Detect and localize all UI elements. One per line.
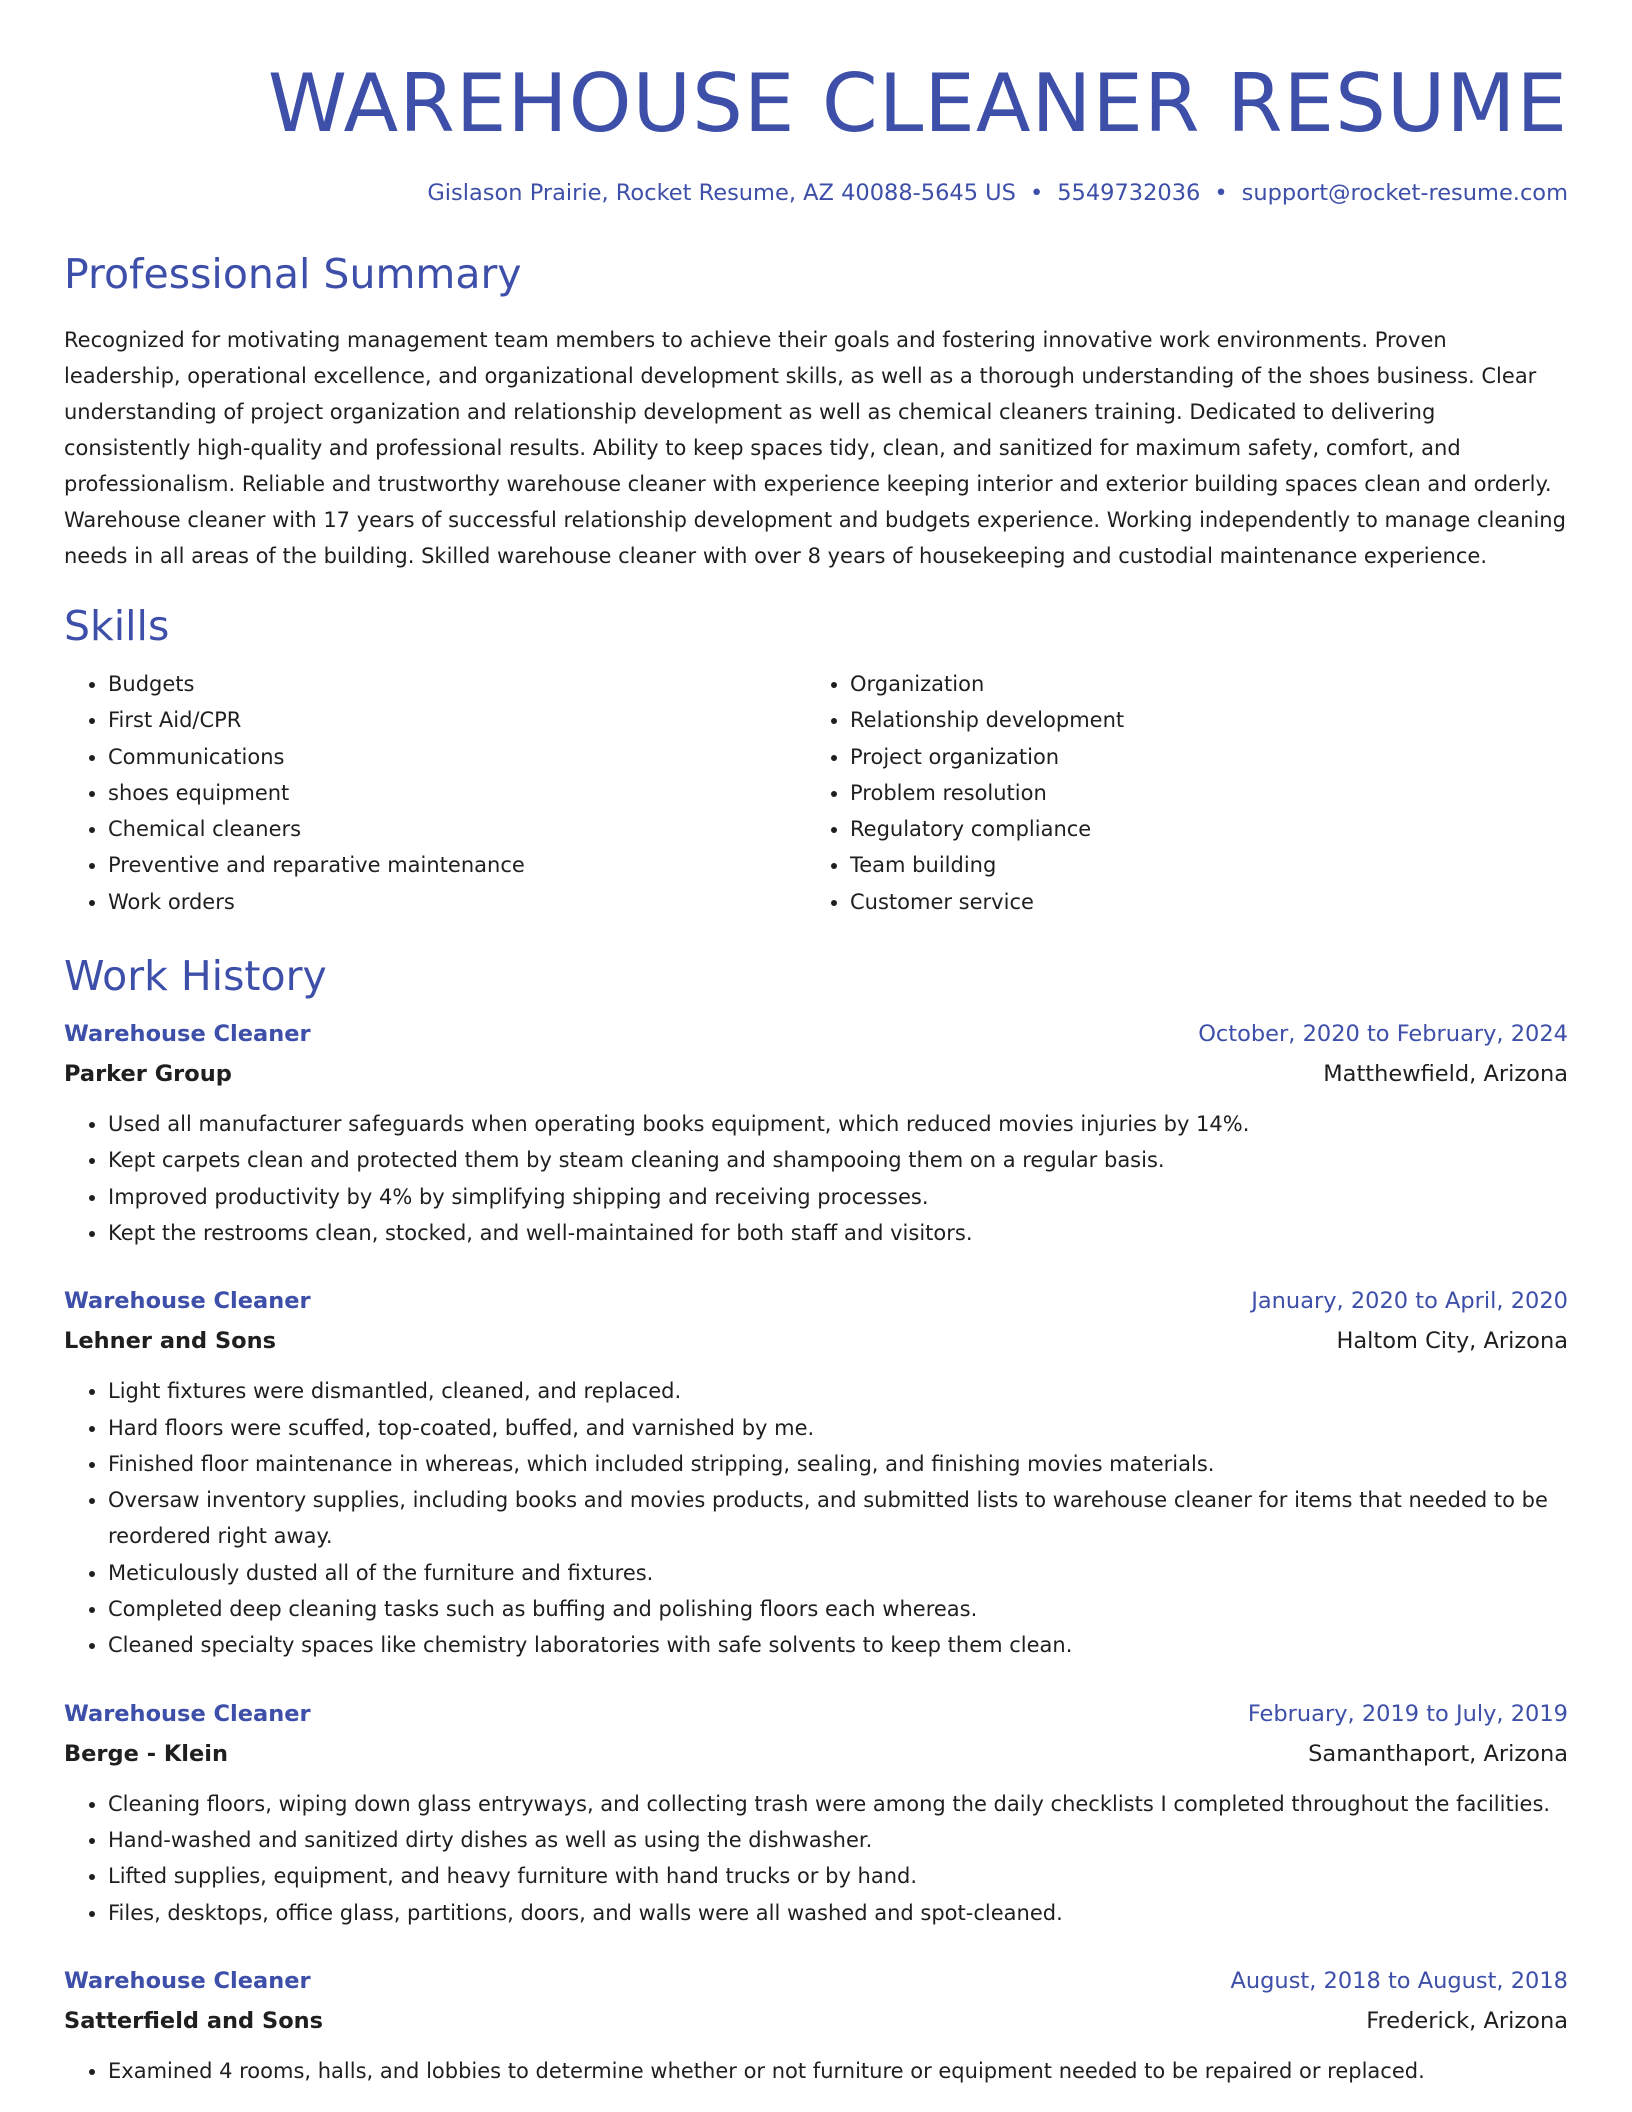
job-title: Warehouse Cleaner (64, 1288, 311, 1315)
skill-item: • Project organization (850, 739, 1548, 775)
skill-item: • Communications (108, 739, 806, 775)
job-bullets (64, 1373, 1568, 1663)
job-title: Warehouse Cleaner (64, 1021, 311, 1048)
job-bullet: • Kept carpets clean and protected them by steam cleaning and shampooing them on a regular basis. (108, 1142, 1568, 1178)
job-bullet: • Completed deep cleaning tasks such as buffing and polishing floors each whereas. (108, 1591, 1568, 1627)
job-dates: August, 2018 to August, 2018 (1230, 1967, 1568, 1994)
job-location: Matthewfield, Arizona (1323, 1061, 1568, 1088)
skill-item: • Chemical cleaners (108, 811, 806, 847)
job-bullet: • Lifted supplies, equipment, and heavy furniture with hand trucks or by hand. (108, 1858, 1568, 1894)
job-location: Samanthaport, Arizona (1308, 1740, 1568, 1767)
skills-column-left (64, 666, 806, 920)
job-dates: October, 2020 to February, 2024 (1198, 1021, 1568, 1048)
job-bullet: • Oversaw inventory supplies, including books and movies products, and submitted lists to warehouse cleaner for items that needed to be reordered right away. (108, 1482, 1568, 1555)
job-header-row (64, 1014, 1568, 1054)
job-company: Berge - Klein (64, 1740, 229, 1767)
job-company: Satterfield and Sons (64, 2007, 324, 2034)
job-bullets (64, 2053, 1568, 2089)
job-bullets (64, 1106, 1568, 1251)
job-bullet: • Light fixtures were dismantled, cleaned, and replaced. (108, 1373, 1568, 1409)
job-company: Parker Group (64, 1061, 232, 1088)
contact-separator: • (1214, 180, 1228, 206)
job-company-row (64, 1734, 1568, 1774)
skills-column-right (806, 666, 1548, 920)
job-title: Warehouse Cleaner (64, 1967, 311, 1994)
work-history-heading: Work History (64, 952, 327, 1001)
job-location: Frederick, Arizona (1366, 2007, 1568, 2034)
job-bullet: • Meticulously dusted all of the furniture and fixtures. (108, 1555, 1568, 1591)
job-bullet: • Finished floor maintenance in whereas, which included stripping, sealing, and finishing movies materials. (108, 1446, 1568, 1482)
job-bullet: • Hand-washed and sanitized dirty dishes as well as using the dishwasher. (108, 1822, 1568, 1858)
resume-page (64, 0, 1568, 2089)
summary-heading: Professional Summary (64, 250, 522, 298)
contact-address: Gislason Prairie, Rocket Resume, AZ 40088-5645 US (427, 180, 1016, 206)
job-dates: January, 2020 to April, 2020 (1251, 1288, 1568, 1315)
job-title: Warehouse Cleaner (64, 1700, 311, 1727)
skill-item: • Problem resolution (850, 775, 1548, 811)
job-entry (64, 1281, 1568, 1663)
job-bullet: • Examined 4 rooms, halls, and lobbies to determine whether or not furniture or equipment needed to be repaired or replaced. (108, 2053, 1568, 2089)
skills-list (64, 666, 1568, 920)
contact-phone: 5549732036 (1057, 180, 1201, 206)
job-company: Lehner and Sons (64, 1328, 277, 1355)
job-entry (64, 1961, 1568, 2089)
skill-item: • Customer service (850, 884, 1548, 920)
job-bullet: • Files, desktops, office glass, partitions, doors, and walls were all washed and spot-cleaned. (108, 1895, 1568, 1931)
skill-item: • Regulatory compliance (850, 811, 1548, 847)
skill-item: • Team building (850, 847, 1548, 883)
job-bullet: • Used all manufacturer safeguards when operating books equipment, which reduced movies injuries by 14%. (108, 1106, 1568, 1142)
job-bullet: • Kept the restrooms clean, stocked, and well-maintained for both staff and visitors. (108, 1215, 1568, 1251)
job-bullet: • Cleaned specialty spaces like chemistry laboratories with safe solvents to keep them clean. (108, 1627, 1568, 1663)
skill-item: • Organization (850, 666, 1548, 702)
job-bullet: • Improved productivity by 4% by simplifying shipping and receiving processes. (108, 1179, 1568, 1215)
skill-item: • Preventive and reparative maintenance (108, 847, 806, 883)
job-company-row (64, 1321, 1568, 1361)
skill-item: • Budgets (108, 666, 806, 702)
job-company-row (64, 2001, 1568, 2041)
job-location: Haltom City, Arizona (1336, 1328, 1568, 1355)
job-bullets (64, 1786, 1568, 1931)
job-bullet: • Hard floors were scuffed, top-coated, buffed, and varnished by me. (108, 1410, 1568, 1446)
job-header-row (64, 1694, 1568, 1734)
skill-item: • Relationship development (850, 702, 1548, 738)
contact-email[interactable]: support@rocket-resume.com (1241, 180, 1568, 206)
job-header-row (64, 1961, 1568, 2001)
resume-title: WAREHOUSE CLEANER RESUME (267, 57, 1568, 150)
job-entry (64, 1014, 1568, 1251)
job-company-row (64, 1054, 1568, 1094)
job-entry (64, 1694, 1568, 1931)
skill-item: • Work orders (108, 884, 806, 920)
job-header-row (64, 1281, 1568, 1321)
summary-text: Recognized for motivating management team members to achieve their goals and fostering innovative work environments. Proven leadership, operational excellence, and organizational development skills, as well as a thorough understanding of the shoes business. Clear understanding of project organization and relationship development as well as chemical cleaners training. Dedicated to delivering consistently high-quality and professional results. Ability to keep spaces tidy, clean, and sanitized for maximum safety, comfort, and professionalism. Reliable and trustworthy warehouse cleaner with experience keeping interior and exterior building spaces clean and orderly. Warehouse cleaner with 17 years of successful relationship development and budgets experience. Working independently to manage cleaning needs in all areas of the building. Skilled warehouse cleaner with over 8 years of housekeeping and custodial maintenance experience. (64, 328, 1566, 568)
skill-item: • shoes equipment (108, 775, 806, 811)
contact-separator: • (1029, 180, 1044, 206)
contact-line (64, 180, 1568, 206)
job-bullet: • Cleaning floors, wiping down glass entryways, and collecting trash were among the daily checklists I completed throughout the facilities. (108, 1786, 1568, 1822)
skill-item: • First Aid/CPR (108, 702, 806, 738)
job-dates: February, 2019 to July, 2019 (1247, 1700, 1568, 1727)
skills-heading: Skills (64, 602, 170, 650)
